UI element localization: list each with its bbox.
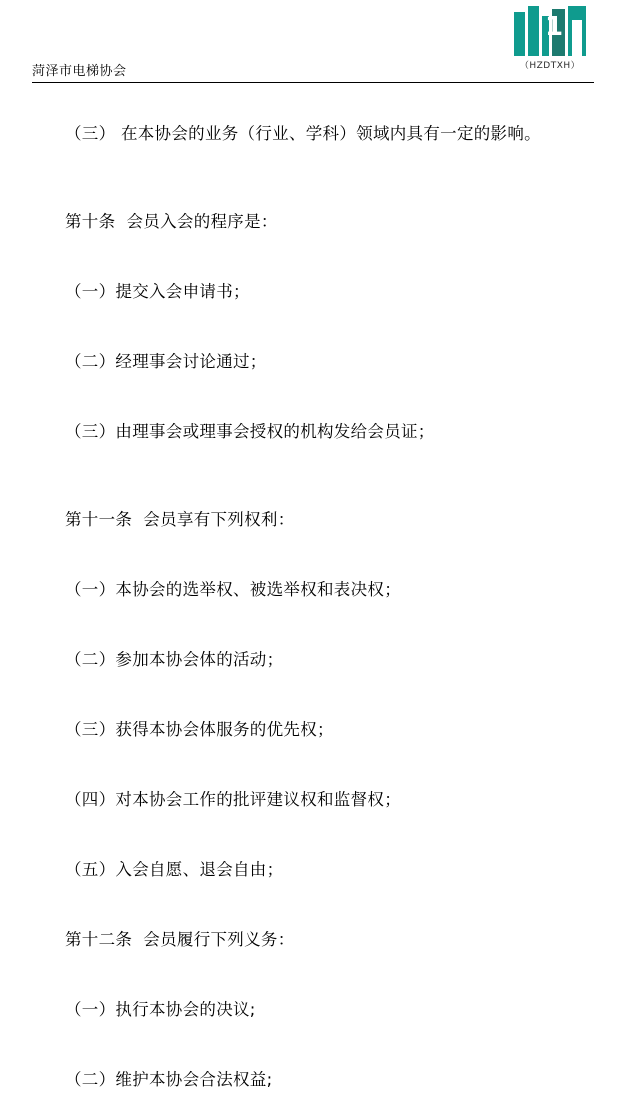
paragraph: （一）执行本协会的决议; xyxy=(65,999,256,1019)
article-heading: 第十一条 会员享有下列权利： xyxy=(65,509,295,529)
association-logo xyxy=(504,6,596,78)
paragraph: （三）获得本协会体服务的优先权； xyxy=(65,719,334,739)
page-header xyxy=(0,0,626,86)
logo-caption: （HZDTXH） xyxy=(519,61,581,71)
paragraph: （二）维护本协会合法权益; xyxy=(65,1069,273,1089)
logo-mark-icon xyxy=(512,6,588,56)
paragraph: （一）提交入会申请书； xyxy=(65,281,250,301)
paragraph: （二）经理事会讨论通过； xyxy=(65,351,267,371)
paragraph: （四）对本协会工作的批评建议权和监督权； xyxy=(65,789,401,809)
document-body xyxy=(32,96,594,1117)
paragraph: （一）本协会的选举权、被选举权和表决权； xyxy=(65,579,401,599)
logo-bar-1 xyxy=(514,12,525,56)
header-divider xyxy=(32,82,594,83)
logo-digit: 1 xyxy=(545,12,564,42)
paragraph: （三） 在本协会的业务（行业、学科）领域内具有一定的影响。 xyxy=(65,123,541,143)
paragraph: （三）由理事会或理事会授权的机构发给会员证； xyxy=(65,421,435,441)
article-heading: 第十条 会员入会的程序是： xyxy=(65,211,278,231)
logo-bar-2 xyxy=(528,6,539,56)
paragraph: （五）入会自愿、退会自由； xyxy=(65,859,284,879)
article-heading: 第十二条 会员履行下列义务： xyxy=(65,929,295,949)
organization-name: 菏泽市电梯协会 xyxy=(32,64,127,79)
paragraph: （二）参加本协会体的活动； xyxy=(65,649,284,669)
logo-bar-6 xyxy=(572,20,582,56)
